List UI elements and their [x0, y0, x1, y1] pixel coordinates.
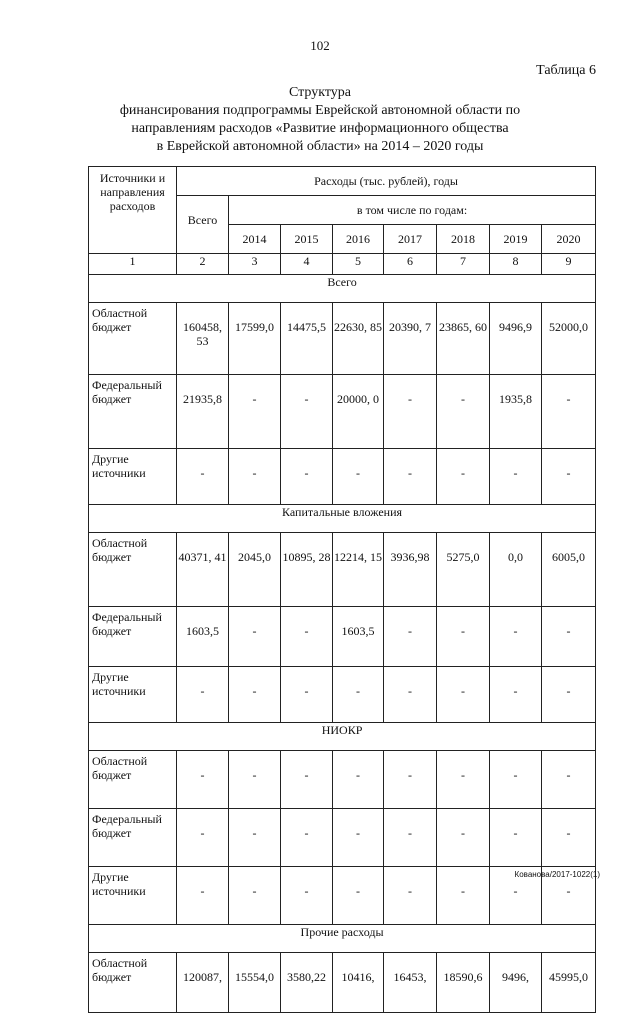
section-title: Прочие расходы: [89, 925, 596, 953]
table-cell: 12214, 15: [333, 533, 384, 607]
column-index: 7: [437, 254, 490, 275]
table-cell: -: [229, 751, 281, 809]
table-cell: -: [490, 449, 542, 505]
table-row: [89, 449, 596, 505]
table-cell: -: [542, 375, 596, 449]
table-cell: -: [437, 809, 490, 867]
table-cell: -: [384, 607, 437, 667]
table-cell: -: [542, 449, 596, 505]
section-title: Капитальные вложения: [89, 505, 596, 533]
table-cell: -: [229, 449, 281, 505]
table-cell: 52000,0: [542, 303, 596, 375]
table-cell: -: [542, 751, 596, 809]
document-title: [60, 84, 580, 156]
document-footer: Кованова/2017-1022(1): [514, 870, 600, 879]
table-cell: -: [281, 667, 333, 723]
financing-table: [88, 166, 596, 1013]
header-expenses: Расходы (тыс. рублей), годы: [177, 167, 596, 196]
section-title: Всего: [89, 275, 596, 303]
table-cell: -: [177, 449, 229, 505]
table-cell: -: [437, 751, 490, 809]
table-cell: -: [281, 809, 333, 867]
table-cell: -: [490, 607, 542, 667]
section-title: НИОКР: [89, 723, 596, 751]
table-row: [89, 953, 596, 1013]
table-cell: -: [229, 667, 281, 723]
header-year: 2020: [542, 225, 596, 254]
table-row: [89, 667, 596, 723]
title-line: финансирования подпрограммы Еврейской автономной области по: [119, 103, 521, 118]
table-cell: 16453,: [384, 953, 437, 1013]
table-cell: -: [177, 667, 229, 723]
table-cell: -: [177, 867, 229, 925]
row-label: Федеральный бюджет: [89, 375, 177, 449]
table-cell: 1935,8: [490, 375, 542, 449]
table-cell: -: [229, 607, 281, 667]
table-cell: -: [384, 375, 437, 449]
table-cell: -: [333, 449, 384, 505]
table-cell: 3580,22: [281, 953, 333, 1013]
column-index: 8: [490, 254, 542, 275]
table-cell: 10895, 28: [281, 533, 333, 607]
table-cell: 1603,5: [333, 607, 384, 667]
table-cell: -: [384, 449, 437, 505]
header-total: Всего: [177, 196, 229, 254]
column-index: 9: [542, 254, 596, 275]
table-row: [89, 375, 596, 449]
section-row: [89, 925, 596, 953]
table-cell: -: [384, 751, 437, 809]
section-row: [89, 723, 596, 751]
table-cell: 14475,5: [281, 303, 333, 375]
table-cell: -: [542, 607, 596, 667]
row-label: Другие источники: [89, 867, 177, 925]
row-label: Федеральный бюджет: [89, 607, 177, 667]
table-cell: 0,0: [490, 533, 542, 607]
table-row: [89, 607, 596, 667]
table-cell: 40371, 41: [177, 533, 229, 607]
table-cell: -: [281, 449, 333, 505]
row-label: Федеральный бюджет: [89, 809, 177, 867]
table-row: [89, 533, 596, 607]
header-year: 2015: [281, 225, 333, 254]
table-cell: -: [437, 867, 490, 925]
column-index: 2: [177, 254, 229, 275]
table-cell: 10416,: [333, 953, 384, 1013]
table-cell: -: [542, 867, 596, 925]
table-cell: -: [437, 449, 490, 505]
table-row: [89, 751, 596, 809]
table-row: [89, 303, 596, 375]
table-cell: -: [490, 667, 542, 723]
table-cell: 120087,: [177, 953, 229, 1013]
table-cell: 5275,0: [437, 533, 490, 607]
row-label: Другие источники: [89, 449, 177, 505]
table-cell: 20390, 7: [384, 303, 437, 375]
table-cell: -: [490, 809, 542, 867]
table-cell: 9496,9: [490, 303, 542, 375]
column-index: 4: [281, 254, 333, 275]
table-cell: -: [333, 809, 384, 867]
header-year: 2019: [490, 225, 542, 254]
row-label: Другие источники: [89, 667, 177, 723]
table-cell: 21935,8: [177, 375, 229, 449]
table-cell: -: [281, 607, 333, 667]
table-cell: -: [229, 867, 281, 925]
row-label: Областной бюджет: [89, 751, 177, 809]
header-sources: Источники и направления расходов: [89, 167, 177, 254]
title-line: в Еврейской автономной области» на 2014 – 2020 годы: [156, 139, 484, 154]
table-cell: -: [384, 809, 437, 867]
table-cell: -: [384, 867, 437, 925]
table-cell: -: [437, 375, 490, 449]
table-row: [89, 809, 596, 867]
table-cell: -: [229, 809, 281, 867]
table-cell: 18590,6: [437, 953, 490, 1013]
table-cell: -: [333, 867, 384, 925]
column-index: 1: [89, 254, 177, 275]
header-year: 2018: [437, 225, 490, 254]
title-line: направлениям расходов «Развитие информационного общества: [131, 121, 509, 136]
section-row: [89, 275, 596, 303]
table-cell: 15554,0: [229, 953, 281, 1013]
table-cell: -: [177, 809, 229, 867]
table-cell: -: [542, 809, 596, 867]
table-cell: -: [542, 667, 596, 723]
row-label: Областной бюджет: [89, 953, 177, 1013]
column-index-row: [89, 254, 596, 275]
table-cell: 160458, 53: [177, 303, 229, 375]
title-line: Структура: [288, 85, 352, 100]
table-cell: -: [490, 867, 542, 925]
table-cell: -: [281, 751, 333, 809]
section-row: [89, 505, 596, 533]
page-number: 102: [310, 38, 330, 53]
table-cell: -: [384, 667, 437, 723]
table-cell: 3936,98: [384, 533, 437, 607]
table-cell: -: [281, 375, 333, 449]
row-label: Областной бюджет: [89, 533, 177, 607]
table-cell: 9496,: [490, 953, 542, 1013]
header-year: 2014: [229, 225, 281, 254]
table-cell: -: [437, 607, 490, 667]
table-cell: -: [333, 751, 384, 809]
table-caption: Таблица 6: [536, 63, 596, 78]
header-by-years: в том числе по годам:: [229, 196, 596, 225]
table-cell: 22630, 85: [333, 303, 384, 375]
table-cell: 17599,0: [229, 303, 281, 375]
column-index: 5: [333, 254, 384, 275]
table-cell: -: [177, 751, 229, 809]
table-cell: -: [229, 375, 281, 449]
header-year: 2017: [384, 225, 437, 254]
header-year: 2016: [333, 225, 384, 254]
table-cell: 20000, 0: [333, 375, 384, 449]
column-index: 3: [229, 254, 281, 275]
table-cell: -: [437, 667, 490, 723]
table-cell: -: [333, 667, 384, 723]
table-cell: 6005,0: [542, 533, 596, 607]
table-cell: 1603,5: [177, 607, 229, 667]
table-cell: 23865, 60: [437, 303, 490, 375]
table-cell: 2045,0: [229, 533, 281, 607]
table-cell: 45995,0: [542, 953, 596, 1013]
row-label: Областной бюджет: [89, 303, 177, 375]
column-index: 6: [384, 254, 437, 275]
table-cell: -: [281, 867, 333, 925]
table-cell: -: [490, 751, 542, 809]
